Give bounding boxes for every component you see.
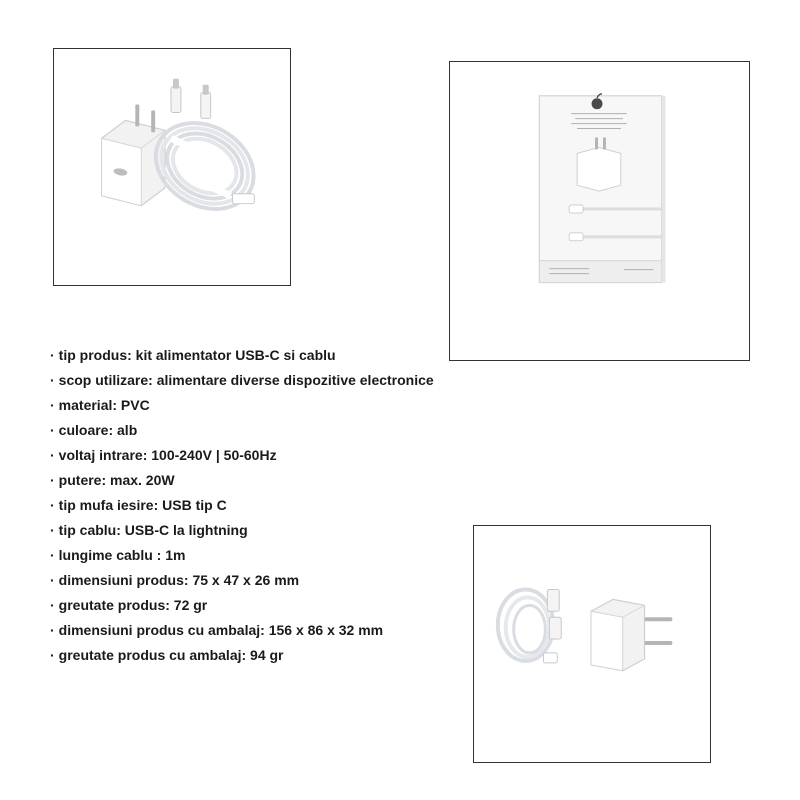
spec-item: · dimensiuni produs cu ambalaj: 156 x 86 x 32 mm — [50, 622, 384, 638]
spec-item: · greutate produs cu ambalaj: 94 gr — [50, 647, 284, 663]
spec-item: · material: PVC — [50, 397, 150, 413]
spec-item: · lungime cablu : 1m — [50, 547, 186, 563]
charger-cable-illustration — [54, 49, 290, 285]
spec-list — [50, 343, 434, 668]
box-illustration — [450, 62, 749, 360]
spec-item: · tip mufa iesire: USB tip C — [50, 497, 227, 513]
product-photo-cable-charger — [473, 525, 711, 763]
spec-item: · greutate produs: 72 gr — [50, 597, 208, 613]
cable-charger-illustration — [474, 526, 710, 762]
spec-item: · tip produs: kit alimentator USB-C si cablu — [50, 347, 336, 363]
spec-item: · scop utilizare: alimentare diverse dispozitive electronice — [50, 372, 434, 388]
spec-item: · voltaj intrare: 100-240V | 50-60Hz — [50, 447, 277, 463]
charger-block-shape — [591, 599, 672, 670]
product-photo-box — [449, 61, 750, 361]
spec-item: · tip cablu: USB-C la lightning — [50, 522, 248, 538]
cable-coil-shape — [498, 589, 554, 660]
spec-item: · dimensiuni produs: 75 x 47 x 26 mm — [50, 572, 300, 588]
spec-item: · culoare: alb — [50, 422, 138, 438]
product-photo-charger-cable — [53, 48, 291, 286]
spec-item: · putere: max. 20W — [50, 472, 175, 488]
